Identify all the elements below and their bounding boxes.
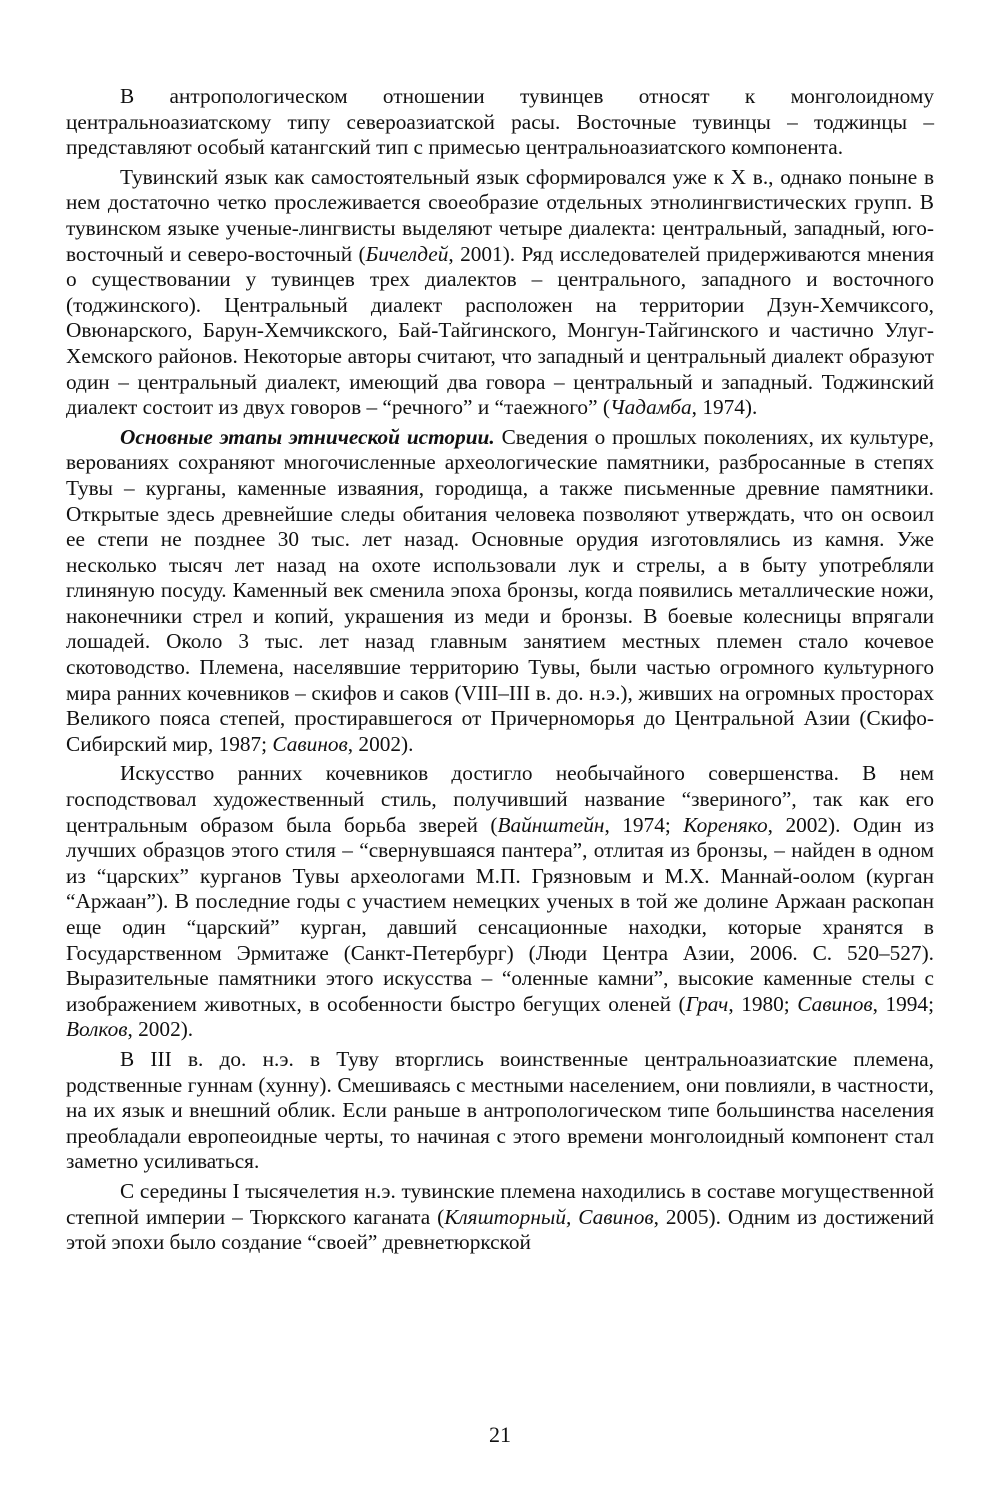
text-run: В антропологическом отношении тувинцев относят к монголоидному центральноазиатскому типу североазиатской расы. Восточные тувинцы – тоджинцы – представляют особый катангский тип с примесью центральноазиатского компонента. <box>66 84 934 160</box>
citation-author: Кляшторный, Савинов <box>444 1204 654 1229</box>
text-run: С середины I тысячелетия н.э. тувинские племена находились в составе могущественной степной империи – Тюркского каганата ( <box>66 1178 934 1229</box>
text-run: В III в. до. н.э. в Туву вторглись воинственные центральноазиатские племена, родственные гуннам (хунну). Смешиваясь с местными населением, они повлияли, в частности, на их язык и внешний облик. Если раньше в антропологическом типе большинства населения преобладали европеоидные черты, то начиная с этого времени монголоидный компонент стал заметно усиливаться. <box>66 1046 934 1174</box>
text-run: , 2002). <box>127 1017 194 1042</box>
text-run: , 1980; <box>728 991 798 1016</box>
text-run: , 2002). Один из лучших образцов этого стиля – “свернувшаяся пантера”, отлитая из бронзы, – найден в одном из “царских” курганов Тувы археологами М.П. Грязновым и М.Х. Маннай-оолом (курган “Аржаан”). В последние годы с участием немецких ученых в той же долине Аржаан раскопан еще один “царский” курган, давший сенсационные находки, которые хранятся в Государственном Эрмитаже (Санкт-Петербург) (Люди Центра Азии, 2006. С. 520–527). Выразительные памятники этого искусства – “оленные камни”, высокие каменные стелы с изображением животных, в особенности быстро бегущих оленей ( <box>66 812 934 1016</box>
text-run: , 1994; <box>872 991 934 1016</box>
citation-author: Чадамба <box>609 395 692 420</box>
paragraph-language <box>66 165 934 421</box>
text-run: Тувинский язык как самостоятельный язык сформировался уже к Х в., однако поныне в нем достаточно четко прослеживается своеобразие отдельных этнолингвистических групп. В тувинском языке ученые-лингвисты выделяют четыре диалекта: центральный, западный, юго-восточный и северо-восточный ( <box>66 164 934 266</box>
citation-author: Бичелдей <box>365 241 449 266</box>
body-text <box>66 84 934 1256</box>
text-run: , 1974). <box>691 395 758 420</box>
text-run: , 2001). Ряд исследователей придерживаются мнения о существовании у тувинцев трех диалектов – центрального, западного и восточного (тоджинского). Центральный диалект расположен на территории Дзун-Хемчиксого, Овюнарского, Барун-Хемчикского, Бай-Тайгинского, Монгун-Тайгинского и частично Улуг-Хемского районов. Некоторые авторы считают, что западный и центральный диалект образуют один – центральный диалект, имеющий два говора – центральный и западный. Тоджинский диалект состоит из двух говоров – “речного” и “таежного” ( <box>66 241 935 420</box>
citation-author: Савинов <box>797 991 873 1016</box>
text-run: , 2002). <box>347 731 414 756</box>
citation-author: Кореняко <box>683 812 768 837</box>
text-run: , 1974; <box>604 812 684 837</box>
text-run: Сведения о прошлых поколениях, их культуре, верованиях сохраняют многочисленные археологические памятники, разбросанные в степях Тувы – курганы, каменные изваяния, городища, а также письменные древние памятники. Открытые здесь древнейшие следы обитания человека позволяют утверждать, что он освоил ее степи не позднее 30 тыс. лет назад. Основные орудия изготовлялись из камня. Уже несколько тысяч лет назад на охоте использовали лук и стрелы, а в быту употребляли глиняную посуду. Каменный век сменила эпоха бронзы, когда появились металлические ножи, наконечники стрел и копий, украшения из меди и бронзы. В боевые колесницы впрягали лошадей. Около 3 тыс. лет назад главным занятием местных племен стало кочевое скотоводство. Племена, населявшие территорию Тувы, были частью огромного культурного мира ранних кочевников – скифов и саков (VIII–III в. до. н.э.), живших на огромных просторах Великого пояса степей, простиравшегося от Причерноморья до Центральной Азии (Скифо-Сибирский мир, 1987; <box>66 424 934 756</box>
citation-author: Вайнштейн <box>497 812 605 837</box>
page-number: 21 <box>489 1422 511 1447</box>
paragraph-ethnic-history <box>66 425 934 758</box>
paragraph-anthropology <box>66 84 934 161</box>
section-lead-heading: Основные этапы этнической истории. <box>120 424 495 449</box>
citation-author: Савинов <box>272 731 348 756</box>
paragraph-nomad-art <box>66 761 934 1043</box>
citation-author: Волков <box>66 1017 128 1042</box>
paragraph-hunnu-invasion <box>66 1047 934 1175</box>
text-run: Искусство ранних кочевников достигло необычайного совершенства. В нем господствовал художественный стиль, получивший название “звериного”, так как его центральным образом была борьба зверей ( <box>66 761 934 837</box>
text-run: , 2005). Одним из достижений этой эпохи было создание “своей” древнетюркской <box>66 1204 935 1255</box>
citation-author: Грач <box>685 991 729 1016</box>
paragraph-turkic-khaganate <box>66 1179 934 1256</box>
